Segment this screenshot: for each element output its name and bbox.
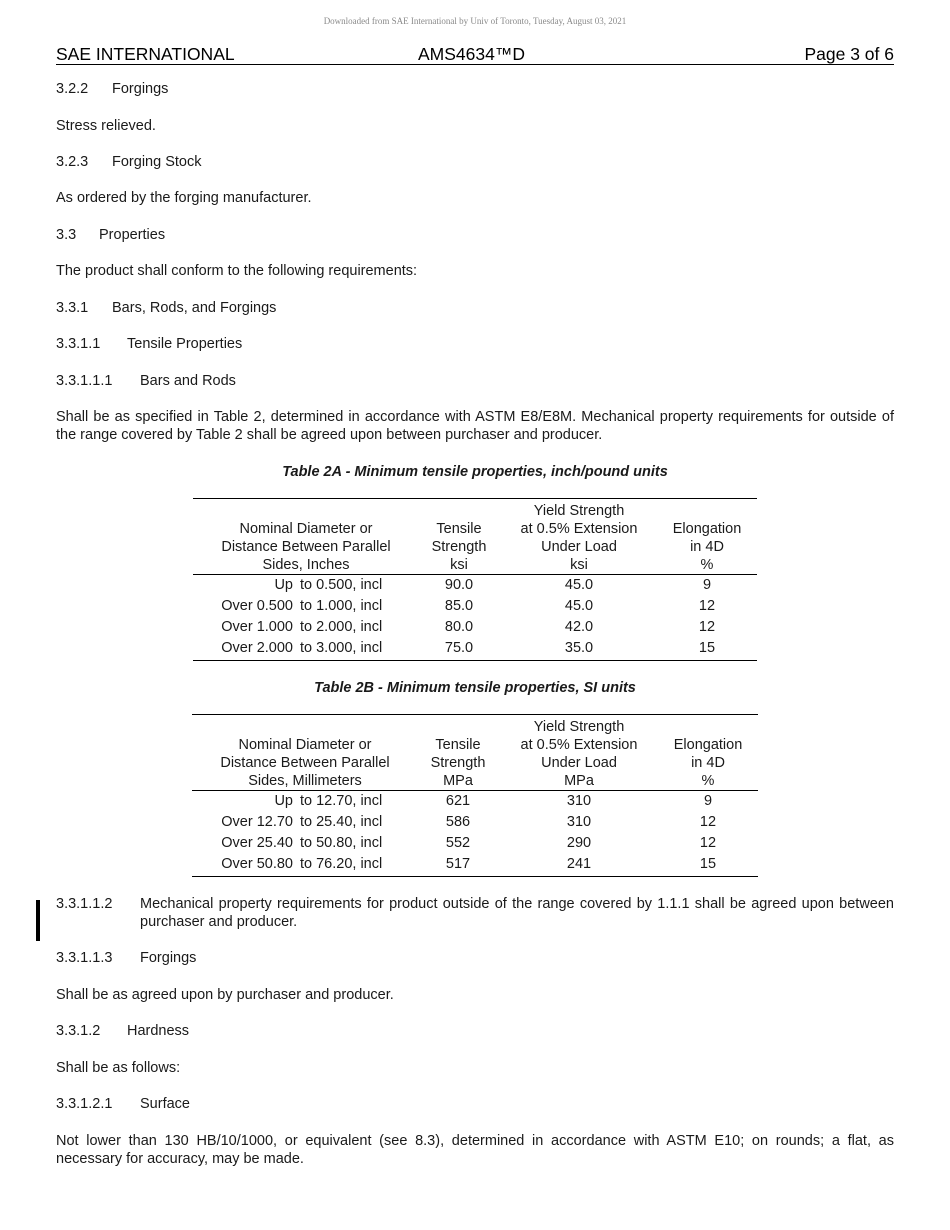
heading-3-3-1-2-1 <box>56 1095 190 1113</box>
col-header-tensile: Tensile Strength MPa <box>430 737 486 789</box>
section-number: 3.3.1.2 <box>56 1023 101 1039</box>
section-number-3-3-1-1-2: 3.3.1.1.2 <box>56 896 113 912</box>
heading-3-3-1-1-3 <box>56 949 196 967</box>
col-header-diameter: Nominal Diameter or Distance Between Parallel Sides, Inches <box>221 521 391 573</box>
section-number: 3.3 <box>56 227 77 243</box>
heading-3-3-1-1-1 <box>56 372 236 390</box>
table-header <box>193 499 757 575</box>
col-header-yield: Yield Strength at 0.5% Extension Under Load ksi <box>520 503 638 573</box>
section-number: 3.3.1.1.1 <box>56 373 113 389</box>
section-title: Forging Stock <box>112 154 202 170</box>
section-title: Forgings <box>112 81 169 97</box>
heading-3-3-1 <box>56 299 276 317</box>
table-row: Up to 12.70, incl 621 310 9 <box>274 793 713 809</box>
table-row: Over 50.80 to 76.20, incl 517 241 15 <box>221 856 717 872</box>
heading-3-2-3 <box>56 153 201 171</box>
section-number: 3.3.1.2.1 <box>56 1096 113 1112</box>
section-number: 3.2.2 <box>56 81 89 97</box>
section-title: Properties <box>99 227 166 243</box>
col-header-elongation: Elongation in 4D % <box>673 737 743 789</box>
col-header-diameter: Nominal Diameter or Distance Between Parallel Sides, Millimeters <box>220 737 390 789</box>
table-row: Over 25.40 to 50.80, incl 552 290 12 <box>221 835 717 851</box>
section-title: Bars, Rods, and Forgings <box>112 300 277 316</box>
paragraph-3-3-1-1-3: Shall be as agreed upon by purchaser and producer. <box>56 987 394 1003</box>
section-number: 3.3.1 <box>56 300 89 316</box>
section-title: Surface <box>140 1096 190 1112</box>
col-header-tensile: Tensile Strength ksi <box>431 521 487 573</box>
table-2a <box>193 498 757 661</box>
paragraph-3-3-1-1-2: Mechanical property requirements for product outside of the range covered by 1.1.1 shall be agreed upon between purchaser and producer. <box>140 896 894 930</box>
table-2b-caption: Table 2B - Minimum tensile properties, SI units <box>314 680 636 696</box>
section-title: Tensile Properties <box>127 336 243 352</box>
col-header-elongation: Elongation in 4D % <box>672 521 742 573</box>
table-row: Over 2.000 to 3.000, incl 75.0 35.0 15 <box>221 640 716 656</box>
table-row: Up to 0.500, incl 90.0 45.0 9 <box>274 577 712 593</box>
col-header-yield: Yield Strength at 0.5% Extension Under Load MPa <box>520 719 638 789</box>
revision-change-bar <box>36 900 40 941</box>
table-2a-caption: Table 2A - Minimum tensile properties, inch/pound units <box>282 464 668 480</box>
section-number: 3.3.1.1 <box>56 336 101 352</box>
section-title: Forgings <box>140 950 197 966</box>
paragraph-3-3-1-2-1: Not lower than 130 HB/10/1000, or equivalent (see 8.3), determined in accordance with ASTM E10; on rounds; a flat, as necessary for accuracy, may be made. <box>56 1133 894 1167</box>
paragraph-3-2-3: As ordered by the forging manufacturer. <box>56 190 312 206</box>
table-2b <box>192 714 758 877</box>
header-org: SAE INTERNATIONAL <box>56 44 235 64</box>
paragraph-3-3-1-2: Shall be as follows: <box>56 1060 181 1076</box>
header-page-number: Page 3 of 6 <box>804 44 894 64</box>
table-header <box>192 715 758 791</box>
table-row: Over 0.500 to 1.000, incl 85.0 45.0 12 <box>221 598 716 614</box>
download-watermark: Downloaded from SAE International by Univ of Toronto, Tuesday, August 03, 2021 <box>323 16 627 26</box>
table-row: Over 12.70 to 25.40, incl 586 310 12 <box>221 814 717 830</box>
paragraph-3-2-2: Stress relieved. <box>56 118 156 134</box>
paragraph-3-3: The product shall conform to the following requirements: <box>56 263 418 279</box>
page-header <box>56 44 894 65</box>
heading-3-2-2 <box>56 80 168 98</box>
header-doc-number: AMS4634™D <box>418 44 525 64</box>
heading-3-3-1-2 <box>56 1022 189 1040</box>
section-number: 3.2.3 <box>56 154 89 170</box>
heading-3-3-1-1 <box>56 335 242 353</box>
section-number: 3.3.1.1.3 <box>56 950 113 966</box>
section-title: Bars and Rods <box>140 373 236 389</box>
table-row: Over 1.000 to 2.000, incl 80.0 42.0 12 <box>221 619 716 635</box>
section-title: Hardness <box>127 1023 190 1039</box>
heading-3-3 <box>56 226 165 244</box>
paragraph-3-3-1-1-1: Shall be as specified in Table 2, determined in accordance with ASTM E8/E8M. Mechanical property requirements for outside of the range covered by Table 2 shall be agreed upon between purchaser and producer. <box>56 409 894 443</box>
